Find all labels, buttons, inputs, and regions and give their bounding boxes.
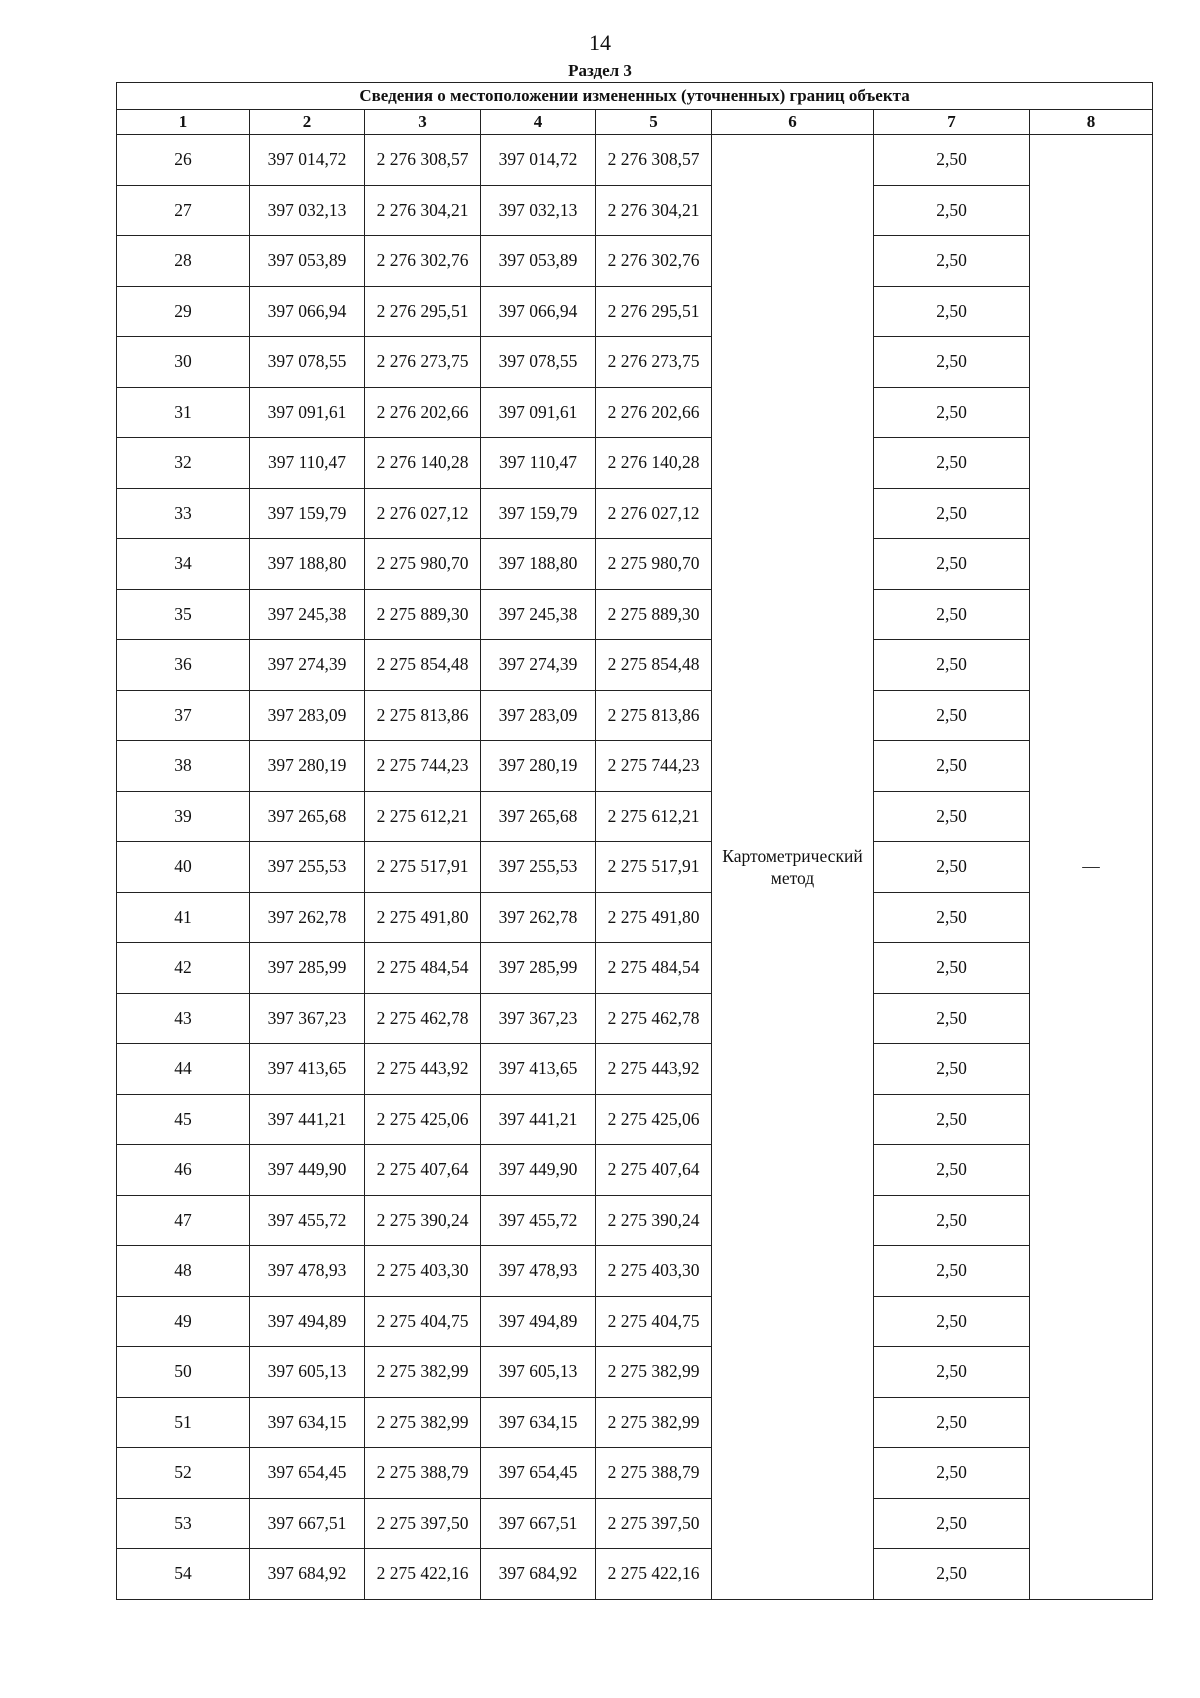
point-number: 43 bbox=[117, 993, 250, 1044]
existing-x-coordinate: 397 280,19 bbox=[250, 741, 365, 792]
existing-y-coordinate: 2 275 889,30 bbox=[365, 589, 481, 640]
refined-y-coordinate: 2 276 295,51 bbox=[596, 286, 712, 337]
existing-x-coordinate: 397 078,55 bbox=[250, 337, 365, 388]
refined-x-coordinate: 397 159,79 bbox=[481, 488, 596, 539]
table-row bbox=[117, 943, 1153, 994]
refined-y-coordinate: 2 276 308,57 bbox=[596, 135, 712, 186]
point-number: 35 bbox=[117, 589, 250, 640]
refined-x-coordinate: 397 654,45 bbox=[481, 1448, 596, 1499]
accuracy-value: 2,50 bbox=[874, 185, 1030, 236]
existing-y-coordinate: 2 275 382,99 bbox=[365, 1347, 481, 1398]
accuracy-value: 2,50 bbox=[874, 1296, 1030, 1347]
existing-x-coordinate: 397 066,94 bbox=[250, 286, 365, 337]
refined-y-coordinate: 2 275 403,30 bbox=[596, 1246, 712, 1297]
refined-y-coordinate: 2 275 407,64 bbox=[596, 1145, 712, 1196]
refined-x-coordinate: 397 684,92 bbox=[481, 1549, 596, 1600]
table-row bbox=[117, 387, 1153, 438]
existing-x-coordinate: 397 032,13 bbox=[250, 185, 365, 236]
refined-x-coordinate: 397 014,72 bbox=[481, 135, 596, 186]
point-number: 49 bbox=[117, 1296, 250, 1347]
existing-x-coordinate: 397 494,89 bbox=[250, 1296, 365, 1347]
point-number: 34 bbox=[117, 539, 250, 590]
point-number: 33 bbox=[117, 488, 250, 539]
accuracy-value: 2,50 bbox=[874, 1044, 1030, 1095]
table-row bbox=[117, 741, 1153, 792]
table-row bbox=[117, 640, 1153, 691]
existing-y-coordinate: 2 275 484,54 bbox=[365, 943, 481, 994]
table-row bbox=[117, 842, 1153, 893]
point-number: 51 bbox=[117, 1397, 250, 1448]
table-row bbox=[117, 791, 1153, 842]
point-number: 29 bbox=[117, 286, 250, 337]
refined-x-coordinate: 397 494,89 bbox=[481, 1296, 596, 1347]
point-number: 26 bbox=[117, 135, 250, 186]
refined-x-coordinate: 397 283,09 bbox=[481, 690, 596, 741]
refined-y-coordinate: 2 275 382,99 bbox=[596, 1397, 712, 1448]
existing-y-coordinate: 2 275 462,78 bbox=[365, 993, 481, 1044]
existing-x-coordinate: 397 014,72 bbox=[250, 135, 365, 186]
existing-y-coordinate: 2 275 517,91 bbox=[365, 842, 481, 893]
existing-x-coordinate: 397 091,61 bbox=[250, 387, 365, 438]
method-cell: Картометрический метод bbox=[712, 135, 874, 1600]
existing-y-coordinate: 2 275 491,80 bbox=[365, 892, 481, 943]
existing-x-coordinate: 397 605,13 bbox=[250, 1347, 365, 1398]
accuracy-value: 2,50 bbox=[874, 1448, 1030, 1499]
existing-x-coordinate: 397 449,90 bbox=[250, 1145, 365, 1196]
existing-y-coordinate: 2 275 407,64 bbox=[365, 1145, 481, 1196]
point-number: 39 bbox=[117, 791, 250, 842]
accuracy-value: 2,50 bbox=[874, 1145, 1030, 1196]
refined-y-coordinate: 2 276 202,66 bbox=[596, 387, 712, 438]
refined-x-coordinate: 397 255,53 bbox=[481, 842, 596, 893]
table-row bbox=[117, 1195, 1153, 1246]
point-number: 32 bbox=[117, 438, 250, 489]
existing-y-coordinate: 2 275 422,16 bbox=[365, 1549, 481, 1600]
point-number: 41 bbox=[117, 892, 250, 943]
accuracy-value: 2,50 bbox=[874, 993, 1030, 1044]
existing-y-coordinate: 2 276 304,21 bbox=[365, 185, 481, 236]
refined-y-coordinate: 2 275 744,23 bbox=[596, 741, 712, 792]
refined-x-coordinate: 397 265,68 bbox=[481, 791, 596, 842]
refined-y-coordinate: 2 275 889,30 bbox=[596, 589, 712, 640]
refined-x-coordinate: 397 262,78 bbox=[481, 892, 596, 943]
accuracy-value: 2,50 bbox=[874, 286, 1030, 337]
point-number: 52 bbox=[117, 1448, 250, 1499]
accuracy-value: 2,50 bbox=[874, 892, 1030, 943]
table-row bbox=[117, 1246, 1153, 1297]
point-number: 53 bbox=[117, 1498, 250, 1549]
refined-x-coordinate: 397 245,38 bbox=[481, 589, 596, 640]
table-row bbox=[117, 690, 1153, 741]
table-row bbox=[117, 589, 1153, 640]
existing-y-coordinate: 2 275 403,30 bbox=[365, 1246, 481, 1297]
table-row bbox=[117, 135, 1153, 186]
accuracy-value: 2,50 bbox=[874, 842, 1030, 893]
point-number: 46 bbox=[117, 1145, 250, 1196]
table-row bbox=[117, 539, 1153, 590]
table-row bbox=[117, 892, 1153, 943]
refined-x-coordinate: 397 413,65 bbox=[481, 1044, 596, 1095]
accuracy-value: 2,50 bbox=[874, 1094, 1030, 1145]
table-row bbox=[117, 185, 1153, 236]
point-number: 48 bbox=[117, 1246, 250, 1297]
accuracy-value: 2,50 bbox=[874, 539, 1030, 590]
table-row bbox=[117, 1448, 1153, 1499]
existing-y-coordinate: 2 275 390,24 bbox=[365, 1195, 481, 1246]
refined-y-coordinate: 2 275 980,70 bbox=[596, 539, 712, 590]
section-title: Раздел 3 bbox=[568, 61, 632, 80]
table-row bbox=[117, 1296, 1153, 1347]
column-number: 3 bbox=[365, 110, 481, 135]
point-number: 47 bbox=[117, 1195, 250, 1246]
existing-x-coordinate: 397 634,15 bbox=[250, 1397, 365, 1448]
refined-y-coordinate: 2 275 425,06 bbox=[596, 1094, 712, 1145]
existing-y-coordinate: 2 275 980,70 bbox=[365, 539, 481, 590]
existing-x-coordinate: 397 245,38 bbox=[250, 589, 365, 640]
refined-y-coordinate: 2 275 388,79 bbox=[596, 1448, 712, 1499]
table-row bbox=[117, 1145, 1153, 1196]
point-number: 44 bbox=[117, 1044, 250, 1095]
refined-x-coordinate: 397 032,13 bbox=[481, 185, 596, 236]
existing-y-coordinate: 2 275 612,21 bbox=[365, 791, 481, 842]
refined-x-coordinate: 397 066,94 bbox=[481, 286, 596, 337]
existing-y-coordinate: 2 275 813,86 bbox=[365, 690, 481, 741]
existing-x-coordinate: 397 255,53 bbox=[250, 842, 365, 893]
refined-y-coordinate: 2 275 854,48 bbox=[596, 640, 712, 691]
refined-x-coordinate: 397 274,39 bbox=[481, 640, 596, 691]
accuracy-value: 2,50 bbox=[874, 943, 1030, 994]
point-number: 38 bbox=[117, 741, 250, 792]
table-row bbox=[117, 1347, 1153, 1398]
refined-y-coordinate: 2 275 422,16 bbox=[596, 1549, 712, 1600]
point-number: 31 bbox=[117, 387, 250, 438]
refined-y-coordinate: 2 276 027,12 bbox=[596, 488, 712, 539]
accuracy-value: 2,50 bbox=[874, 488, 1030, 539]
existing-y-coordinate: 2 276 302,76 bbox=[365, 236, 481, 287]
column-number: 7 bbox=[874, 110, 1030, 135]
existing-x-coordinate: 397 667,51 bbox=[250, 1498, 365, 1549]
existing-x-coordinate: 397 159,79 bbox=[250, 488, 365, 539]
boundary-coordinates-table bbox=[116, 82, 1153, 1600]
page-number: 14 bbox=[589, 30, 611, 55]
accuracy-value: 2,50 bbox=[874, 1347, 1030, 1398]
existing-x-coordinate: 397 441,21 bbox=[250, 1094, 365, 1145]
refined-x-coordinate: 397 078,55 bbox=[481, 337, 596, 388]
refined-y-coordinate: 2 275 813,86 bbox=[596, 690, 712, 741]
refined-y-coordinate: 2 275 390,24 bbox=[596, 1195, 712, 1246]
existing-x-coordinate: 397 478,93 bbox=[250, 1246, 365, 1297]
accuracy-value: 2,50 bbox=[874, 791, 1030, 842]
accuracy-value: 2,50 bbox=[874, 640, 1030, 691]
column-number: 6 bbox=[712, 110, 874, 135]
refined-x-coordinate: 397 053,89 bbox=[481, 236, 596, 287]
point-number: 40 bbox=[117, 842, 250, 893]
table-row bbox=[117, 236, 1153, 287]
refined-y-coordinate: 2 275 517,91 bbox=[596, 842, 712, 893]
existing-y-coordinate: 2 275 382,99 bbox=[365, 1397, 481, 1448]
existing-y-coordinate: 2 275 744,23 bbox=[365, 741, 481, 792]
refined-y-coordinate: 2 275 443,92 bbox=[596, 1044, 712, 1095]
accuracy-value: 2,50 bbox=[874, 236, 1030, 287]
refined-x-coordinate: 397 091,61 bbox=[481, 387, 596, 438]
point-number: 36 bbox=[117, 640, 250, 691]
refined-y-coordinate: 2 275 404,75 bbox=[596, 1296, 712, 1347]
existing-y-coordinate: 2 276 273,75 bbox=[365, 337, 481, 388]
accuracy-value: 2,50 bbox=[874, 589, 1030, 640]
existing-x-coordinate: 397 367,23 bbox=[250, 993, 365, 1044]
refined-x-coordinate: 397 478,93 bbox=[481, 1246, 596, 1297]
column-8-cell: — bbox=[1030, 135, 1153, 1600]
point-number: 27 bbox=[117, 185, 250, 236]
existing-x-coordinate: 397 684,92 bbox=[250, 1549, 365, 1600]
accuracy-value: 2,50 bbox=[874, 1397, 1030, 1448]
refined-y-coordinate: 2 275 397,50 bbox=[596, 1498, 712, 1549]
existing-x-coordinate: 397 654,45 bbox=[250, 1448, 365, 1499]
refined-y-coordinate: 2 275 462,78 bbox=[596, 993, 712, 1044]
refined-y-coordinate: 2 275 491,80 bbox=[596, 892, 712, 943]
table-row bbox=[117, 1397, 1153, 1448]
point-number: 37 bbox=[117, 690, 250, 741]
existing-x-coordinate: 397 285,99 bbox=[250, 943, 365, 994]
existing-y-coordinate: 2 276 308,57 bbox=[365, 135, 481, 186]
accuracy-value: 2,50 bbox=[874, 741, 1030, 792]
table-row bbox=[117, 438, 1153, 489]
column-number: 2 bbox=[250, 110, 365, 135]
existing-x-coordinate: 397 110,47 bbox=[250, 438, 365, 489]
table-row bbox=[117, 286, 1153, 337]
table-row bbox=[117, 1549, 1153, 1600]
accuracy-value: 2,50 bbox=[874, 690, 1030, 741]
existing-y-coordinate: 2 275 404,75 bbox=[365, 1296, 481, 1347]
accuracy-value: 2,50 bbox=[874, 1498, 1030, 1549]
column-number-row bbox=[117, 110, 1153, 135]
point-number: 30 bbox=[117, 337, 250, 388]
table-row bbox=[117, 1498, 1153, 1549]
existing-x-coordinate: 397 188,80 bbox=[250, 539, 365, 590]
column-number: 5 bbox=[596, 110, 712, 135]
existing-y-coordinate: 2 275 388,79 bbox=[365, 1448, 481, 1499]
refined-x-coordinate: 397 110,47 bbox=[481, 438, 596, 489]
column-number: 8 bbox=[1030, 110, 1153, 135]
point-number: 42 bbox=[117, 943, 250, 994]
table-row bbox=[117, 488, 1153, 539]
existing-y-coordinate: 2 276 027,12 bbox=[365, 488, 481, 539]
table-row bbox=[117, 1044, 1153, 1095]
table-row bbox=[117, 337, 1153, 388]
table-title: Сведения о местоположении измененных (уточненных) границ объекта bbox=[117, 83, 1153, 110]
accuracy-value: 2,50 bbox=[874, 1549, 1030, 1600]
refined-x-coordinate: 397 188,80 bbox=[481, 539, 596, 590]
refined-x-coordinate: 397 280,19 bbox=[481, 741, 596, 792]
refined-x-coordinate: 397 367,23 bbox=[481, 993, 596, 1044]
column-number: 1 bbox=[117, 110, 250, 135]
refined-y-coordinate: 2 275 484,54 bbox=[596, 943, 712, 994]
refined-x-coordinate: 397 455,72 bbox=[481, 1195, 596, 1246]
refined-y-coordinate: 2 275 382,99 bbox=[596, 1347, 712, 1398]
refined-x-coordinate: 397 449,90 bbox=[481, 1145, 596, 1196]
existing-y-coordinate: 2 276 295,51 bbox=[365, 286, 481, 337]
refined-x-coordinate: 397 605,13 bbox=[481, 1347, 596, 1398]
existing-y-coordinate: 2 275 854,48 bbox=[365, 640, 481, 691]
existing-y-coordinate: 2 276 140,28 bbox=[365, 438, 481, 489]
refined-y-coordinate: 2 275 612,21 bbox=[596, 791, 712, 842]
existing-x-coordinate: 397 262,78 bbox=[250, 892, 365, 943]
refined-y-coordinate: 2 276 273,75 bbox=[596, 337, 712, 388]
accuracy-value: 2,50 bbox=[874, 337, 1030, 388]
accuracy-value: 2,50 bbox=[874, 1195, 1030, 1246]
refined-y-coordinate: 2 276 304,21 bbox=[596, 185, 712, 236]
existing-x-coordinate: 397 274,39 bbox=[250, 640, 365, 691]
existing-y-coordinate: 2 275 425,06 bbox=[365, 1094, 481, 1145]
accuracy-value: 2,50 bbox=[874, 387, 1030, 438]
existing-x-coordinate: 397 455,72 bbox=[250, 1195, 365, 1246]
accuracy-value: 2,50 bbox=[874, 438, 1030, 489]
refined-x-coordinate: 397 667,51 bbox=[481, 1498, 596, 1549]
table-row bbox=[117, 1094, 1153, 1145]
existing-y-coordinate: 2 275 443,92 bbox=[365, 1044, 481, 1095]
refined-y-coordinate: 2 276 302,76 bbox=[596, 236, 712, 287]
existing-x-coordinate: 397 053,89 bbox=[250, 236, 365, 287]
accuracy-value: 2,50 bbox=[874, 1246, 1030, 1297]
accuracy-value: 2,50 bbox=[874, 135, 1030, 186]
refined-x-coordinate: 397 441,21 bbox=[481, 1094, 596, 1145]
point-number: 28 bbox=[117, 236, 250, 287]
existing-y-coordinate: 2 275 397,50 bbox=[365, 1498, 481, 1549]
refined-x-coordinate: 397 285,99 bbox=[481, 943, 596, 994]
column-number: 4 bbox=[481, 110, 596, 135]
table-row bbox=[117, 993, 1153, 1044]
point-number: 54 bbox=[117, 1549, 250, 1600]
point-number: 45 bbox=[117, 1094, 250, 1145]
existing-x-coordinate: 397 413,65 bbox=[250, 1044, 365, 1095]
existing-x-coordinate: 397 283,09 bbox=[250, 690, 365, 741]
refined-y-coordinate: 2 276 140,28 bbox=[596, 438, 712, 489]
existing-y-coordinate: 2 276 202,66 bbox=[365, 387, 481, 438]
point-number: 50 bbox=[117, 1347, 250, 1398]
refined-x-coordinate: 397 634,15 bbox=[481, 1397, 596, 1448]
existing-x-coordinate: 397 265,68 bbox=[250, 791, 365, 842]
